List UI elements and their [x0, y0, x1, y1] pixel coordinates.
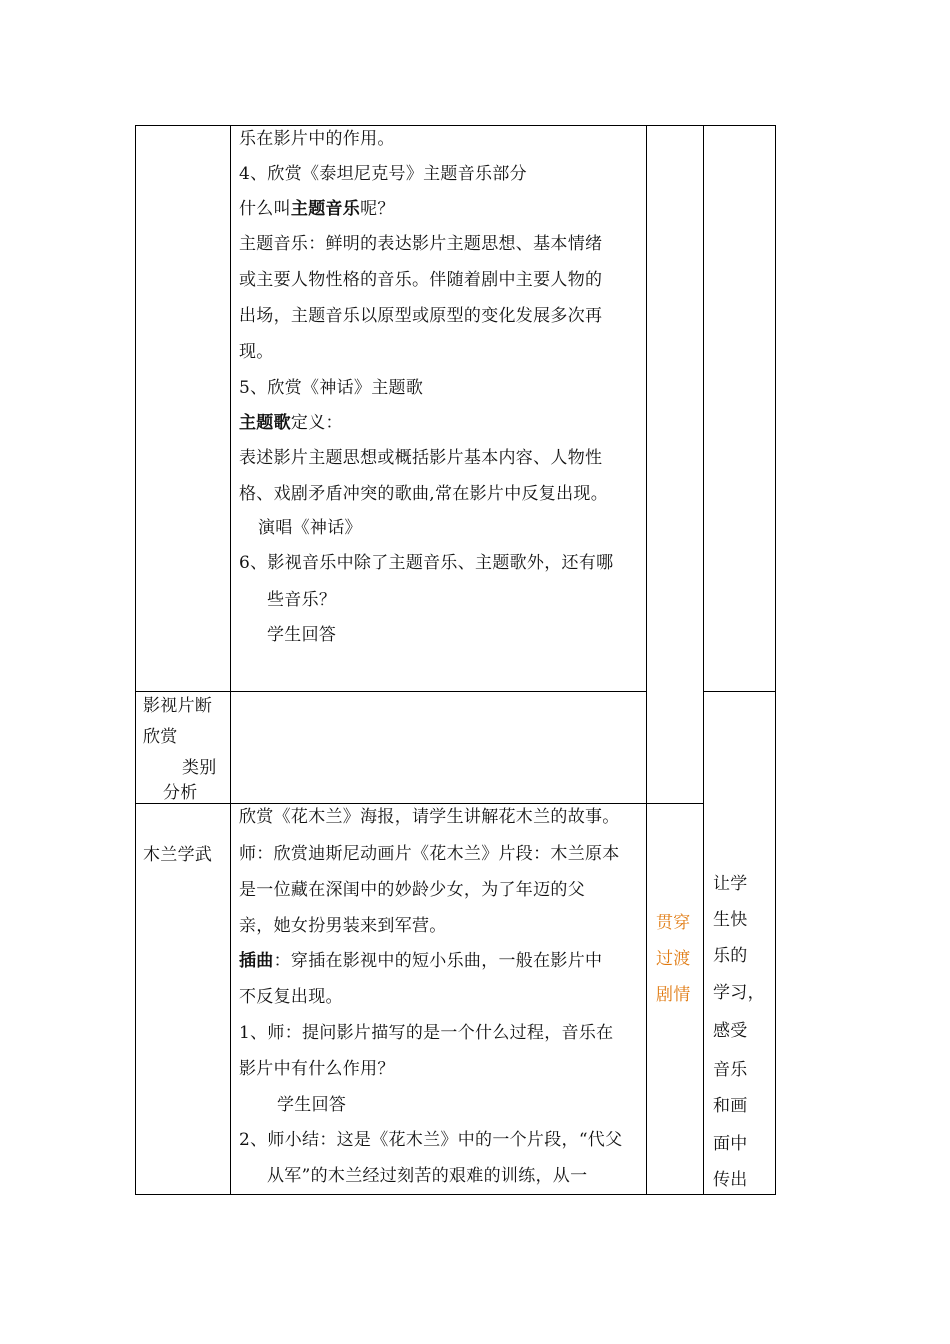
- purpose-text: 音乐: [713, 1060, 748, 1080]
- purpose-text: 传出: [713, 1170, 748, 1190]
- section-label: 欣赏: [143, 727, 178, 747]
- row-divider-1: [135, 691, 646, 692]
- table-bottom-border: [135, 1194, 776, 1195]
- text-line: 或主要人物性格的音乐。伴随着剧中主要人物的: [239, 270, 603, 290]
- text-line: 演唱《神话》: [258, 518, 362, 538]
- purpose-text: 学习，: [713, 983, 765, 1003]
- section-label: 木兰学武: [143, 845, 213, 865]
- text-line: 欣赏《花木兰》海报，请学生讲解花木兰的故事。: [239, 807, 620, 827]
- text-line: 从军”的木兰经过刻苦的艰难的训练，从一: [267, 1166, 588, 1186]
- text-line: 4、欣赏《泰坦尼克号》主题音乐部分: [239, 164, 527, 184]
- text-line: 主题音乐：鲜明的表达影片主题思想、基本情绪: [239, 234, 603, 254]
- text-line: 些音乐？: [267, 590, 337, 610]
- note-text: 过渡: [656, 949, 691, 969]
- text-line: 乐在影片中的作用。: [239, 129, 395, 149]
- text-line: 学生回答: [267, 625, 337, 645]
- column-divider-1: [230, 125, 231, 1195]
- section-label: 类别: [182, 758, 217, 778]
- text-line: 出场，主题音乐以原型或原型的变化发展多次再: [239, 306, 603, 326]
- section-label: 分析: [163, 783, 198, 803]
- row-divider-2: [135, 803, 703, 804]
- row-divider-1-right: [703, 691, 776, 692]
- text-line: 2、师小结：这是《花木兰》中的一个片段，“代父: [239, 1130, 623, 1150]
- purpose-text: 面中: [713, 1134, 748, 1154]
- text-line: 不反复出现。: [239, 987, 343, 1007]
- text-line: 师：欣赏迪斯尼动画片《花木兰》片段：木兰原本: [239, 844, 620, 864]
- table-right-border: [775, 125, 776, 1195]
- purpose-text: 让学: [713, 874, 748, 894]
- note-text: 贯穿: [656, 913, 691, 933]
- text-line: 影片中有什么作用？: [239, 1059, 395, 1079]
- text-line: 表述影片主题思想或概括影片基本内容、人物性: [239, 448, 603, 468]
- text-line: 亲，她女扮男装来到军营。: [239, 916, 447, 936]
- text-line: 是一位藏在深闺中的妙龄少女，为了年迈的父: [239, 880, 585, 900]
- note-text: 剧情: [656, 985, 691, 1005]
- text-line: 5、欣赏《神话》主题歌: [239, 378, 424, 398]
- text-line: 1、师：提问影片描写的是一个什么过程，音乐在: [239, 1023, 614, 1043]
- text-line: 主题歌定义：: [239, 413, 343, 433]
- purpose-text: 乐的: [713, 946, 748, 966]
- purpose-text: 感受: [713, 1021, 748, 1041]
- text-line: 什么叫主题音乐呢？: [239, 199, 395, 219]
- text-line: 6、影视音乐中除了主题音乐、主题歌外，还有哪: [239, 553, 614, 573]
- text-line: 插曲：穿插在影视中的短小乐曲，一般在影片中: [239, 951, 603, 971]
- column-divider-3: [703, 125, 704, 1195]
- table-top-border: [135, 125, 776, 126]
- table-left-border: [135, 125, 136, 1195]
- text-line: 学生回答: [277, 1095, 347, 1115]
- purpose-text: 生快: [713, 910, 748, 930]
- text-line: 现。: [239, 342, 274, 362]
- text-line: 格、戏剧矛盾冲突的歌曲,常在影片中反复出现。: [239, 484, 609, 504]
- column-divider-2: [646, 125, 647, 1195]
- purpose-text: 和画: [713, 1096, 748, 1116]
- section-label: 影视片断: [143, 696, 213, 716]
